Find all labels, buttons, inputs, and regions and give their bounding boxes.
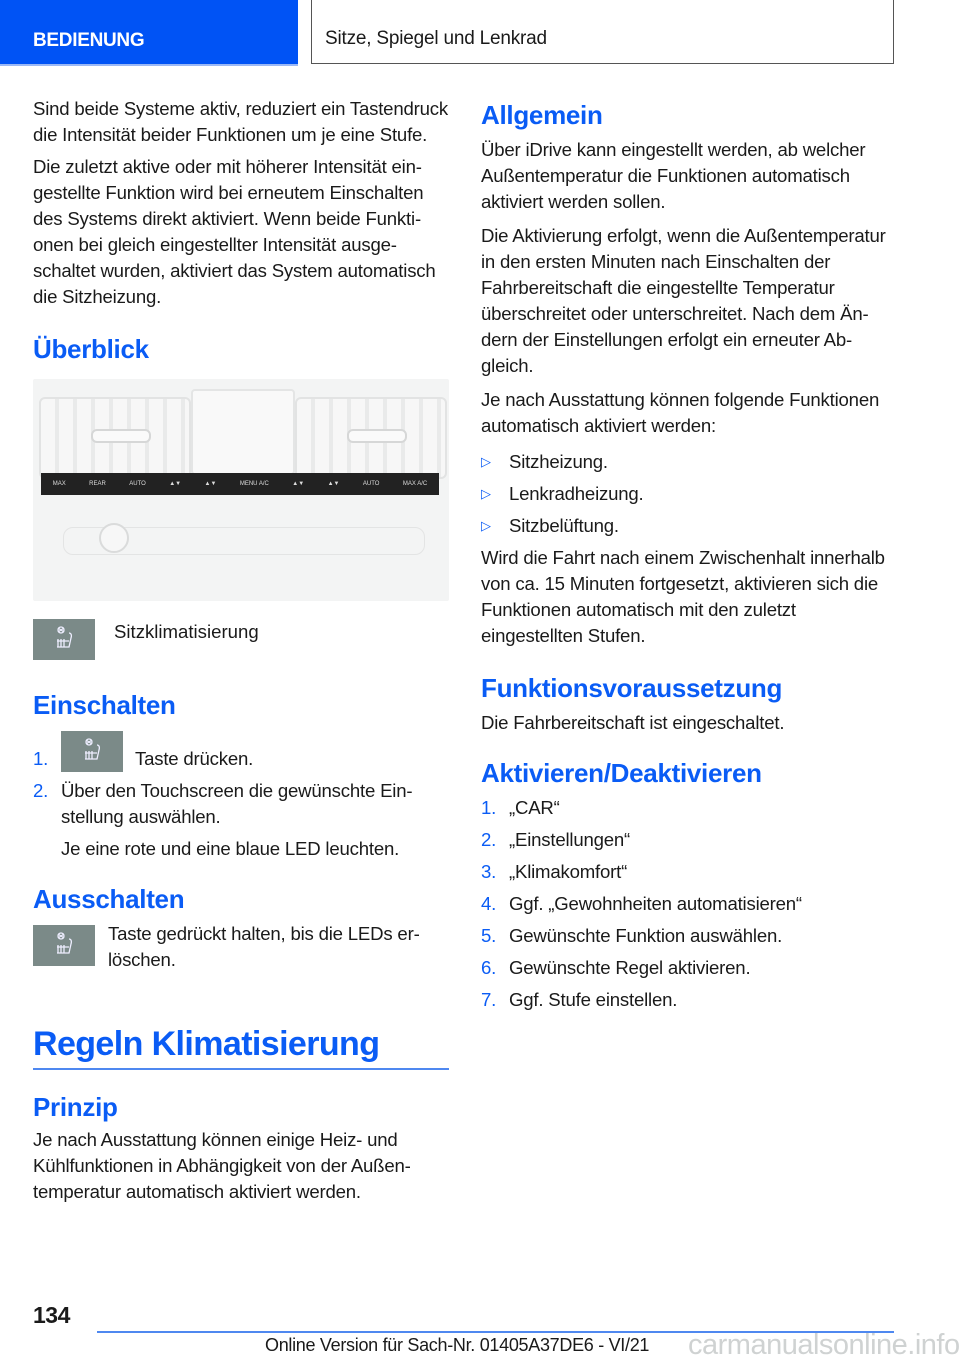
list-item: ▷ Sitzheizung. [481, 449, 897, 475]
general-paragraph: Je nach Ausstattung können folgende Funktionen automatisch aktiviert werden: [481, 389, 880, 436]
list-item: 2. Über den Touchscreen die gewünschte Einstellung auswählen. Je eine rote und eine blaue LED leuchten. [33, 780, 413, 859]
seat-climate-icon [61, 731, 123, 772]
list-item: 5. Gewünschte Funktion auswählen. [481, 925, 783, 946]
list-item: 4. Ggf. „Gewohnheiten automatisieren“ [481, 893, 802, 914]
triangle-bullet-icon: ▷ [481, 454, 491, 469]
switch-off-row [33, 925, 449, 973]
center-display [191, 389, 295, 475]
general-paragraph: Über iDrive kann eingestellt werden, ab welcher Außentemperatur die Funktionen automatisch aktiviert werden sollen. [481, 139, 866, 212]
version-text: Online Version für Sach-Nr. 01405A37DE6 - VI/21 [265, 1335, 650, 1355]
page-number: 134 [33, 1302, 70, 1328]
list-item: 7. Ggf. Stufe einstellen. [481, 989, 678, 1010]
resume-paragraph: Wird die Fahrt nach einem Zwischenhalt innerhalb von ca. 15 Minuten fortgesetzt, aktivieren sich die Funktionen automatisch mit den zuletzt eingestellten Stufen. [481, 547, 885, 646]
switch-on-steps [33, 731, 449, 862]
section-tab [0, 0, 298, 66]
general-heading: Allgemein [481, 100, 603, 130]
right-air-vent [295, 397, 447, 479]
list-item: ▷ Sitzbelüftung. [481, 513, 897, 539]
left-column [33, 96, 449, 1213]
list-item: 1. Taste drücken. [33, 731, 449, 772]
watermark: carmanualsonline.info [688, 1329, 960, 1361]
rules-heading: Regeln Klimatisierung [33, 1025, 449, 1070]
auto-functions-list [481, 449, 897, 539]
right-column [481, 100, 897, 1019]
left-air-vent [39, 397, 191, 479]
activate-steps [481, 795, 897, 1013]
icon-legend-label: Sitzklimatisierung [114, 621, 259, 642]
list-item: 6. Gewünschte Regel aktivieren. [481, 957, 751, 978]
list-item: 2. „Einstellungen“ [481, 829, 631, 850]
volume-dial [99, 523, 129, 553]
switch-off-text: Taste gedrückt halten, bis die LEDs erlöschen. [108, 923, 420, 970]
list-item: ▷ Lenkradheizung. [481, 481, 897, 507]
seat-climate-icon [33, 619, 95, 660]
triangle-bullet-icon: ▷ [481, 486, 491, 501]
chapter-title: Sitze, Spiegel und Lenkrad [325, 28, 547, 49]
principle-heading: Prinzip [33, 1092, 118, 1122]
switch-off-heading: Ausschalten [33, 884, 185, 914]
climate-button-strip: MAX REAR AUTO ▲▼ ▲▼ MENU A/C ▲▼ ▲▼ AUTO MAX A/C [41, 473, 439, 495]
intro-paragraph: Die zuletzt aktive oder mit höherer Intensität eingestellte Funktion wird bei erneutem Einschalten des Systems direkt aktiviert. Wenn beide Funktionen bei gleich eingestellter Intensität ausgeschaltet wurden, aktiviert das System automatisch die Sitzheizung. [33, 156, 436, 307]
icon-legend [33, 619, 449, 660]
chapter-tab [311, 0, 894, 64]
intro-paragraph: Sind beide Systeme aktiv, reduziert ein Tastendruck die Intensität beider Funktionen um je eine Stufe. [33, 98, 448, 145]
list-item: 3. „Klimakomfort“ [481, 861, 628, 882]
activate-heading: Aktivieren/Deaktivieren [481, 758, 762, 788]
precondition-heading: Funktionsvoraussetzung [481, 673, 783, 703]
switch-on-heading: Einschalten [33, 690, 176, 720]
triangle-bullet-icon: ▷ [481, 518, 491, 533]
section-title: BEDIENUNG [33, 30, 145, 51]
seat-climate-icon [33, 925, 95, 966]
general-paragraph: Die Aktivierung erfolgt, wenn die Außentemperatur in den ersten Minuten nach Einschalten der Fahrbereitschaft die eingestellte Temperatur überschreitet oder unterschreitet. Nach dem Ändern der Einstellungen erfolgt ein erneuter Abgleich. [481, 225, 886, 376]
precondition-text: Die Fahrbereitschaft ist eingeschaltet. [481, 712, 785, 733]
climate-panel-image [33, 379, 449, 601]
principle-text: Je nach Ausstattung können einige Heiz- und Kühlfunktionen in Abhängigkeit von der Außentemperatur automatisch aktiviert werden. [33, 1129, 411, 1202]
list-item: 1. „CAR“ [481, 797, 560, 818]
overview-heading: Überblick [33, 334, 149, 364]
